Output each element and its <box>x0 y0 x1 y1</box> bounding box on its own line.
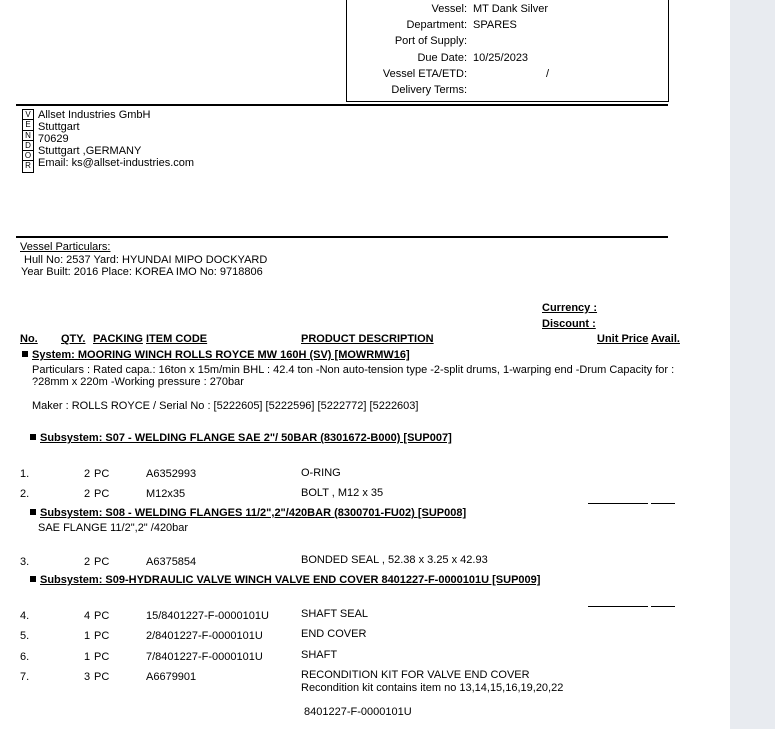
col-avail: Avail. <box>651 333 680 345</box>
side-panel <box>730 0 775 729</box>
system-title <box>22 349 410 361</box>
system-particulars-line2: ?28mm x 220m -Working pressure : 270bar <box>32 376 244 388</box>
unit-price-entry-line <box>588 503 648 504</box>
item-unit: PC <box>94 488 110 500</box>
info-label: Port of Supply: <box>394 35 467 47</box>
item-qty: 3 <box>84 671 91 683</box>
info-row-delivery-terms <box>347 84 668 100</box>
vendor-name: Allset Industries GmbH <box>38 109 151 121</box>
col-no: No. <box>20 333 38 345</box>
vendor-address <box>38 109 194 169</box>
item-unit: PC <box>94 630 110 642</box>
info-value: MT Dank Silver <box>473 3 548 15</box>
unit-price-entry-line <box>588 606 648 607</box>
item-desc-detail: Recondition kit contains item no 13,14,15,16,19,20,22 <box>301 682 564 694</box>
subsystem-title-text: Subsystem: S08 - WELDING FLANGES 11/2",2"/420BAR (8300701-FU02) [SUP008] <box>40 507 467 519</box>
avail-entry-line <box>651 606 675 607</box>
col-unit-price: Unit Price <box>597 333 649 345</box>
bullet-square-icon <box>30 509 36 515</box>
item-code: 7/8401227-F-0000101U <box>146 651 263 663</box>
subsystem-title <box>30 432 452 444</box>
item-code: 15/8401227-F-0000101U <box>146 610 269 622</box>
vendor-country: Stuttgart ,GERMANY <box>38 145 142 157</box>
item-unit: PC <box>94 671 110 683</box>
avail-entry-line <box>651 503 675 504</box>
item-desc: BOLT , M12 x 35 <box>301 487 384 499</box>
item-unit: PC <box>94 556 110 568</box>
subsystem-title-text: Subsystem: S07 - WELDING FLANGE SAE 2"/ 50BAR (8301672-B000) [SUP007] <box>40 432 452 444</box>
item-unit: PC <box>94 651 110 663</box>
item-qty: 2 <box>84 556 91 568</box>
item-code: M12x35 <box>146 488 186 500</box>
info-row-due-date <box>347 52 668 68</box>
vessel-hull-yard: Hull No: 2537 Yard: HYUNDAI MIPO DOCKYARD <box>24 254 268 266</box>
subsystem-title <box>30 507 466 519</box>
info-row-vessel <box>347 3 668 19</box>
item-code: A6352993 <box>146 468 197 480</box>
subsystem-title <box>30 574 540 586</box>
item-desc: BONDED SEAL , 52.38 x 3.25 x 42.93 <box>301 554 488 566</box>
bullet-square-icon <box>30 434 36 440</box>
vendor-letter: V <box>23 110 33 120</box>
item-code: A6375854 <box>146 556 197 568</box>
footer-item-code: 8401227-F-0000101U <box>304 706 412 718</box>
info-row-port <box>347 35 668 51</box>
vendor-letter: N <box>23 131 33 141</box>
subsystem-note: SAE FLANGE 11/2",2" /420bar <box>38 522 189 534</box>
info-label: Department: <box>406 19 467 31</box>
item-desc: RECONDITION KIT FOR VALVE END COVER <box>301 669 530 681</box>
info-value: 10/25/2023 <box>473 52 529 64</box>
col-qty: QTY. <box>61 333 86 345</box>
discount-label: Discount : <box>542 318 596 330</box>
item-no: 1. <box>20 468 30 480</box>
subsystem-title-text: Subsystem: S09-HYDRAULIC VALVE WINCH VALVE END COVER 8401227-F-0000101U [SUP009] <box>40 574 541 586</box>
vendor-letter: D <box>23 141 33 151</box>
item-code: 2/8401227-F-0000101U <box>146 630 263 642</box>
item-no: 7. <box>20 671 30 683</box>
item-no: 4. <box>20 610 30 622</box>
vendor-strip <box>22 109 34 173</box>
vendor-letter: E <box>23 120 33 130</box>
info-value: SPARES <box>473 19 517 31</box>
item-qty: 4 <box>84 610 91 622</box>
item-no: 5. <box>20 630 30 642</box>
vendor-letter: R <box>25 161 31 171</box>
info-label: Delivery Terms: <box>391 84 467 96</box>
system-maker: Maker : ROLLS ROYCE / Serial No : [5222605] [5222596] [5222772] [5222603] <box>32 400 419 412</box>
bullet-square-icon <box>30 576 36 582</box>
currency-label: Currency : <box>542 302 598 314</box>
item-desc: SHAFT <box>301 649 338 661</box>
item-qty: 2 <box>84 468 91 480</box>
bullet-square-icon <box>22 351 28 357</box>
info-label: Due Date: <box>417 52 467 64</box>
item-qty: 2 <box>84 488 91 500</box>
col-description: PRODUCT DESCRIPTION <box>301 333 434 345</box>
item-no: 2. <box>20 488 30 500</box>
vessel-particulars-heading: Vessel Particulars: <box>20 241 111 253</box>
item-no: 6. <box>20 651 30 663</box>
info-label: Vessel: <box>431 3 467 15</box>
item-no: 3. <box>20 556 30 568</box>
system-title-text: System: MOORING WINCH ROLLS ROYCE MW 160H (SV) [MOWRMW16] <box>32 349 410 361</box>
item-unit: PC <box>94 468 110 480</box>
vendor-city: Stuttgart <box>38 121 80 133</box>
item-code: A6679901 <box>146 671 197 683</box>
item-unit: PC <box>94 610 110 622</box>
vendor-top-rule <box>16 104 668 106</box>
vessel-top-rule <box>16 236 668 238</box>
item-qty: 1 <box>84 630 91 642</box>
vendor-postcode: 70629 <box>38 133 69 145</box>
info-label: Vessel ETA/ETD: <box>382 68 467 80</box>
info-row-eta <box>347 68 668 84</box>
item-desc: END COVER <box>301 628 367 640</box>
vendor-letter: O <box>24 151 32 161</box>
system-particulars-line1: Particulars : Rated capa.: 16ton x 15m/min BHL : 42.4 ton -Non auto-tension type -2-split drums, 1-warping end -Drum Capacity for : <box>32 364 675 376</box>
item-desc: O-RING <box>301 467 341 479</box>
col-item-code: ITEM CODE <box>146 333 208 345</box>
vendor-email: Email: ks@allset-industries.com <box>38 157 195 169</box>
order-info-box <box>346 0 669 102</box>
item-desc: SHAFT SEAL <box>301 608 369 620</box>
info-value-separator: / <box>546 68 550 80</box>
col-packing: PACKING <box>93 333 143 345</box>
vessel-year-place: Year Built: 2016 Place: KOREA IMO No: 9718806 <box>21 266 263 278</box>
info-row-department <box>347 19 668 35</box>
item-qty: 1 <box>84 651 91 663</box>
